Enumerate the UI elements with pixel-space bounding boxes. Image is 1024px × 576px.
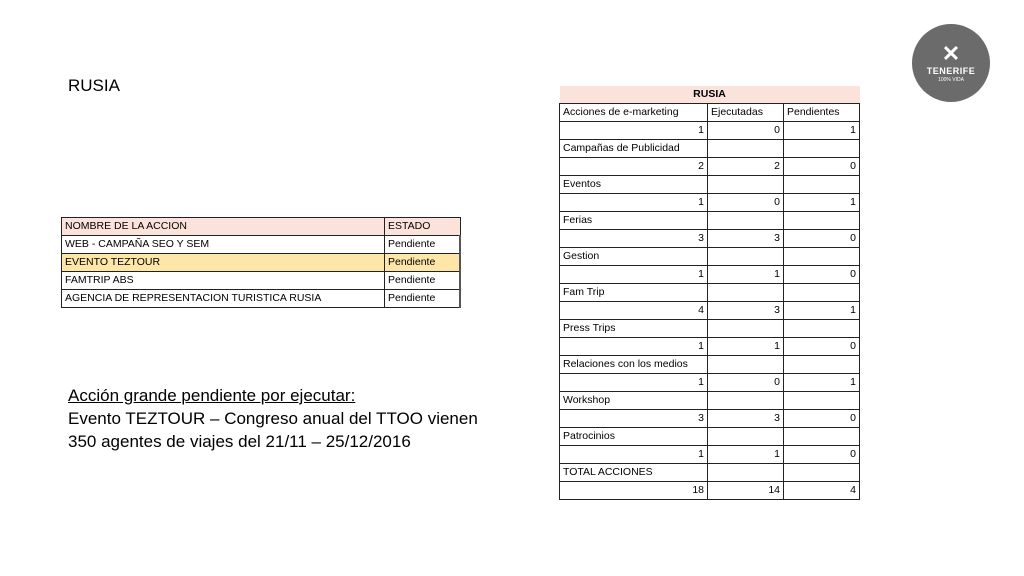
empty-cell: [784, 356, 860, 374]
table-row: [62, 236, 461, 254]
empty-cell: [784, 284, 860, 302]
action-status-cell: Pendiente: [385, 272, 461, 290]
action-status-cell: Pendiente: [385, 290, 461, 308]
value-total: 18: [560, 482, 708, 500]
summary-header-row: [560, 104, 860, 122]
empty-cell: [708, 284, 784, 302]
value-total: 1: [560, 374, 708, 392]
summary-category-row: [560, 392, 860, 410]
value-total: 3: [560, 230, 708, 248]
summary-values-row: [560, 410, 860, 428]
category-label: Eventos: [560, 176, 708, 194]
category-label: Patrocinios: [560, 428, 708, 446]
empty-cell: [708, 356, 784, 374]
summary-values-row: [560, 482, 860, 500]
summary-category-row: [560, 356, 860, 374]
action-name-cell: WEB - CAMPAÑA SEO Y SEM: [62, 236, 385, 254]
value-pending: 0: [784, 446, 860, 464]
empty-cell: [784, 464, 860, 482]
value-pending: 0: [784, 338, 860, 356]
summary-title: RUSIA: [560, 86, 860, 104]
category-label: Workshop: [560, 392, 708, 410]
empty-cell: [708, 176, 784, 194]
summary-values-row: [560, 194, 860, 212]
empty-cell: [708, 464, 784, 482]
value-total: 1: [560, 446, 708, 464]
summary-title-row: [560, 86, 860, 104]
empty-cell: [784, 176, 860, 194]
value-total: 4: [560, 302, 708, 320]
empty-cell: [784, 212, 860, 230]
summary-category-row: [560, 284, 860, 302]
summary-table: [559, 86, 860, 500]
summary-header-pending: Pendientes: [784, 104, 860, 122]
category-label: Press Trips: [560, 320, 708, 338]
summary-values-row: [560, 374, 860, 392]
empty-cell: [784, 428, 860, 446]
value-total: 1: [560, 194, 708, 212]
summary-category-row: [560, 140, 860, 158]
empty-cell: [708, 248, 784, 266]
summary-category-row: [560, 248, 860, 266]
empty-cell: [708, 212, 784, 230]
value-pending: 0: [784, 410, 860, 428]
summary-category-row: [560, 320, 860, 338]
value-pending: 1: [784, 374, 860, 392]
summary-values-row: [560, 302, 860, 320]
empty-cell: [784, 140, 860, 158]
tenerife-logo: [912, 24, 990, 102]
category-label: Fam Trip: [560, 284, 708, 302]
summary-values-row: [560, 266, 860, 284]
empty-cell: [708, 392, 784, 410]
empty-cell: [784, 320, 860, 338]
value-pending: 1: [784, 302, 860, 320]
summary-values-row: [560, 338, 860, 356]
empty-cell: [708, 320, 784, 338]
actions-table: [61, 217, 461, 308]
table-row: [62, 254, 461, 272]
value-pending: 4: [784, 482, 860, 500]
summary-values-row: [560, 446, 860, 464]
value-executed: 3: [708, 302, 784, 320]
category-label: Gestion: [560, 248, 708, 266]
note-line-1: Evento TEZTOUR – Congreso anual del TTOO vienen: [68, 409, 478, 428]
x-icon: ✕: [941, 40, 961, 66]
action-name-cell: FAMTRIP ABS: [62, 272, 385, 290]
value-executed: 3: [708, 410, 784, 428]
table-row: [62, 272, 461, 290]
action-name-cell: AGENCIA DE REPRESENTACION TURISTICA RUSIA: [62, 290, 385, 308]
value-executed: 0: [708, 122, 784, 140]
summary-values-row: [560, 122, 860, 140]
action-status-cell: Pendiente: [385, 236, 461, 254]
value-pending: 0: [784, 266, 860, 284]
table-row: [62, 290, 461, 308]
summary-category-row: [560, 176, 860, 194]
page-title: RUSIA: [68, 76, 120, 95]
header-cell-status: ESTADO: [385, 218, 461, 236]
value-total: 2: [560, 158, 708, 176]
header-cell-name: NOMBRE DE LA ACCION: [62, 218, 385, 236]
summary-header-category: Acciones de e-marketing: [560, 104, 708, 122]
summary-category-row: [560, 428, 860, 446]
note-line-2: 350 agentes de viajes del 21/11 – 25/12/2016: [68, 432, 411, 451]
value-pending: 1: [784, 122, 860, 140]
value-executed: 2: [708, 158, 784, 176]
value-executed: 1: [708, 266, 784, 284]
value-total: 1: [560, 266, 708, 284]
summary-values-row: [560, 230, 860, 248]
category-label: TOTAL ACCIONES: [560, 464, 708, 482]
category-label: Relaciones con los medios: [560, 356, 708, 374]
value-total: 3: [560, 410, 708, 428]
summary-values-row: [560, 158, 860, 176]
value-pending: 0: [784, 158, 860, 176]
pending-action-note: [68, 384, 478, 453]
value-executed: 3: [708, 230, 784, 248]
empty-cell: [708, 428, 784, 446]
value-total: 1: [560, 122, 708, 140]
summary-header-executed: Ejecutadas: [708, 104, 784, 122]
value-executed: 0: [708, 194, 784, 212]
value-executed: 14: [708, 482, 784, 500]
value-total: 1: [560, 338, 708, 356]
logo-name: TENERIFE: [926, 65, 976, 76]
value-executed: 1: [708, 338, 784, 356]
note-heading: Acción grande pendiente por ejecutar:: [68, 386, 356, 405]
action-status-cell: Pendiente: [385, 254, 461, 272]
action-name-cell: EVENTO TEZTOUR: [62, 254, 385, 272]
table-header-row: [62, 218, 461, 236]
value-pending: 1: [784, 194, 860, 212]
value-pending: 0: [784, 230, 860, 248]
empty-cell: [784, 248, 860, 266]
summary-category-row: [560, 212, 860, 230]
summary-category-row: [560, 464, 860, 482]
value-executed: 1: [708, 446, 784, 464]
logo-tagline: 100% VIDA: [938, 76, 964, 83]
category-label: Ferias: [560, 212, 708, 230]
value-executed: 0: [708, 374, 784, 392]
empty-cell: [708, 140, 784, 158]
empty-cell: [784, 392, 860, 410]
category-label: Campañas de Publicidad: [560, 140, 708, 158]
